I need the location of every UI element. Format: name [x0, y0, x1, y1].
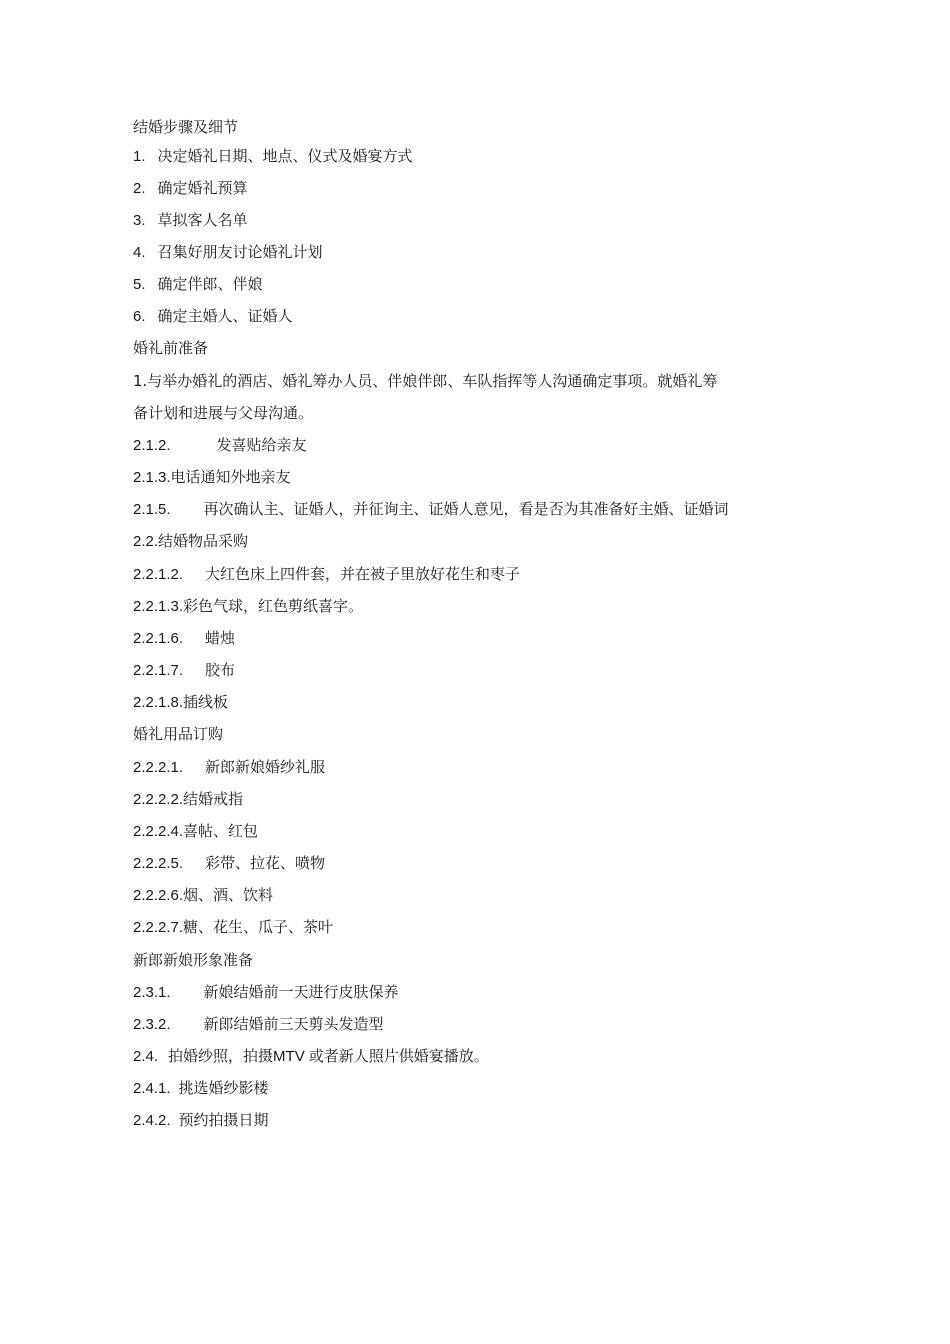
paragraph-1-line-2: 备计划和进展与父母沟通。: [133, 404, 314, 422]
item-2-2-2-2: 2.2.2.2.结婚戒指: [133, 790, 244, 808]
section-heading-prewedding: 婚礼前准备: [133, 339, 209, 357]
item-2-2-2-7: 2.2.2.7.糖、花生、瓜子、茶叶: [133, 918, 334, 936]
item-2-4: 2.4. 拍婚纱照，拍摄MTV 或者新人照片供婚宴播放。: [133, 1047, 489, 1065]
item-2-3-2: 2.3.2. 新郎结婚前三天剪头发造型: [133, 1015, 384, 1033]
item-2-2-2-4: 2.2.2.4.喜帖、红包: [133, 822, 259, 840]
item-2-2-2-1: 2.2.2.1. 新郎新娘婚纱礼服: [133, 758, 326, 776]
step-6: 6. 确定主婚人、证婚人: [133, 307, 293, 325]
item-2-2-1-7: 2.2.1.7. 胶布: [133, 661, 236, 679]
section-heading-supplies: 婚礼用品订购: [133, 725, 224, 743]
step-1: 1. 决定婚礼日期、地点、仪式及婚宴方式: [133, 147, 413, 165]
step-4: 4. 召集好朋友讨论婚礼计划: [133, 243, 323, 261]
item-2-4-1: 2.4.1. 挑选婚纱影楼: [133, 1079, 269, 1097]
paragraph-1-line-1: 1.与举办婚礼的酒店、婚礼筹办人员、伴娘伴郎、车队指挥等人沟通确定事项。就婚礼筹: [133, 372, 718, 390]
step-2: 2. 确定婚礼预算: [133, 179, 248, 197]
item-2-4-2: 2.4.2. 预约拍摄日期: [133, 1111, 269, 1129]
step-3: 3. 草拟客人名单: [133, 211, 248, 229]
item-2-1-5: 2.1.5. 再次确认主、证婚人，并征询主、证婚人意见，看是否为其准备好主婚、证婚词: [133, 500, 729, 518]
item-2-2-1-2: 2.2.1.2. 大红色床上四件套，并在被子里放好花生和枣子: [133, 565, 521, 583]
item-2-2-1-6: 2.2.1.6. 蜡烛: [133, 629, 236, 647]
item-2-2-2-5: 2.2.2.5. 彩带、拉花、喷物: [133, 854, 326, 872]
item-2-3-1: 2.3.1. 新娘结婚前一天进行皮肤保养: [133, 983, 399, 1001]
section-heading-image: 新郎新娘形象准备: [133, 951, 254, 969]
item-2-2: 2.2.结婚物品采购: [133, 532, 249, 550]
item-2-2-1-3: 2.2.1.3.彩色气球，红色剪纸喜字。: [133, 597, 364, 615]
doc-title: 结婚步骤及细节: [133, 118, 239, 136]
item-2-1-2: 2.1.2. 发喜贴给亲友: [133, 436, 307, 454]
item-2-2-1-8: 2.2.1.8.插线板: [133, 693, 229, 711]
item-2-1-3: 2.1.3.电话通知外地亲友: [133, 468, 291, 486]
item-2-2-2-6: 2.2.2.6.烟、酒、饮料: [133, 886, 274, 904]
step-5: 5. 确定伴郎、伴娘: [133, 275, 263, 293]
